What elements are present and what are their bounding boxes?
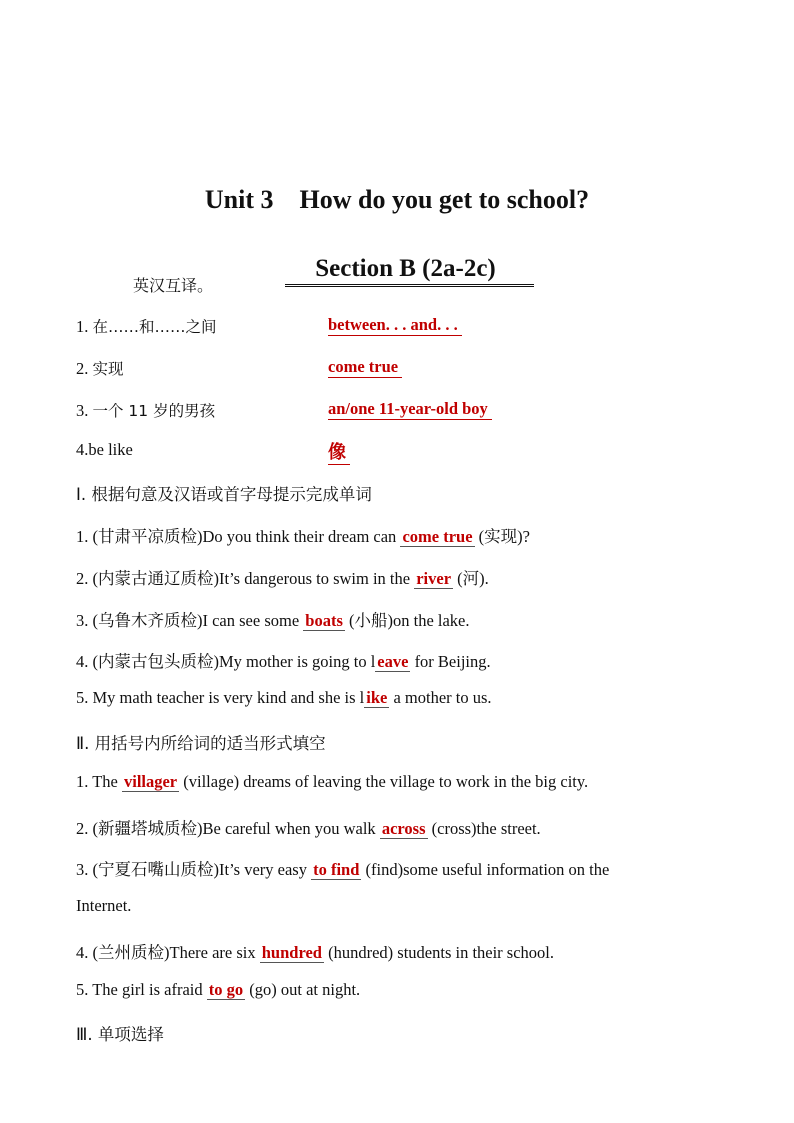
- exercise-text-before: 1. The: [76, 772, 122, 791]
- exercise-answer: to go: [208, 980, 244, 999]
- exercise-item: [76, 523, 530, 547]
- vocab-number: 3.: [76, 401, 89, 420]
- exercise-text-before: 3. (乌鲁木齐质检)I can see some: [76, 611, 304, 630]
- exercise-answer: boats: [305, 611, 343, 630]
- vocab-prompt: be like: [88, 440, 133, 459]
- exercise-item: [76, 856, 609, 880]
- exercise-text-before: 2. (内蒙古通辽质检)It’s dangerous to swim in the: [76, 569, 415, 588]
- exercise-answer: villager: [123, 772, 178, 791]
- exercise-continuation: Internet.: [76, 896, 132, 915]
- exercise-text-before: 1. (甘肃平凉质检)Do you think their dream can: [76, 527, 401, 546]
- exercise-text-after: a mother to us.: [389, 688, 492, 707]
- exercise-text-after: (find)some useful information on the: [361, 860, 610, 879]
- exercise-item: [76, 772, 588, 792]
- exercise-text-after: (hundred) students in their school.: [323, 943, 555, 962]
- exercise-answer: ike: [366, 688, 388, 707]
- section-3-heading: Ⅲ. 单项选择: [76, 1025, 164, 1044]
- exercise-text-after: (village) dreams of leaving the village to work in the big city.: [179, 772, 589, 791]
- vocab-item: [76, 399, 215, 421]
- exercise-text-after: (小船)on the lake.: [344, 611, 470, 630]
- exercise-answer: river: [416, 569, 452, 588]
- exercise-text-before: 4. (兰州质检)There are six: [76, 943, 260, 962]
- exercise-item: [76, 980, 360, 1000]
- exercise-item: [76, 648, 491, 672]
- exercise-text-before: 3. (宁夏石嘴山质检)It’s very easy: [76, 860, 312, 879]
- exercise-text-after: (河).: [453, 569, 489, 588]
- vocab-prompt: 一个 11 岁的男孩: [92, 402, 216, 420]
- exercise-item: [76, 565, 489, 589]
- vocab-item: [76, 440, 133, 460]
- exercise-answer: hundred: [261, 943, 322, 962]
- vocab-prompt: 实现: [92, 360, 124, 378]
- exercise-item: [76, 939, 554, 963]
- vocab-item: [76, 315, 217, 337]
- exercise-answer: to find: [313, 860, 360, 879]
- vocab-number: 4.: [76, 440, 89, 459]
- section-title-text: Section B (2a-2c): [285, 255, 534, 287]
- exercise-answer: eave: [377, 652, 409, 671]
- exercise-text-after: for Beijing.: [410, 652, 491, 671]
- vocab-number: 2.: [76, 359, 89, 378]
- exercise-text-before: 5. My math teacher is very kind and she is l: [76, 688, 365, 707]
- vocab-answer: 像: [328, 438, 350, 465]
- vocab-item: [76, 357, 124, 379]
- exercise-text-before: 4. (内蒙古包头质检)My mother is going to l: [76, 652, 376, 671]
- intro-instruction: 英汉互译。: [133, 276, 214, 295]
- exercise-item: [76, 607, 470, 631]
- exercise-answer: come true: [402, 527, 473, 546]
- exercise-item: [76, 688, 492, 708]
- exercise-text-after: (go) out at night.: [245, 980, 361, 999]
- exercise-text-after: (实现)?: [474, 527, 530, 546]
- vocab-answer: come true: [328, 357, 402, 378]
- exercise-answer: across: [381, 819, 426, 838]
- vocab-prompt: 在……和……之间: [92, 318, 217, 336]
- section-title: [0, 227, 794, 315]
- unit-title: Unit 3 How do you get to school?: [204, 185, 590, 214]
- exercise-text-before: 2. (新疆塔城质检)Be careful when you walk: [76, 819, 380, 838]
- exercise-item: [76, 815, 541, 839]
- vocab-answer: an/one 11-year-old boy: [328, 399, 492, 420]
- vocab-number: 1.: [76, 317, 89, 336]
- section-1-heading: Ⅰ. 根据句意及汉语或首字母提示完成单词: [76, 485, 372, 504]
- exercise-text-after: (cross)the street.: [427, 819, 541, 838]
- section-2-heading: Ⅱ. 用括号内所给词的适当形式填空: [76, 734, 326, 753]
- exercise-text-before: 5. The girl is afraid: [76, 980, 207, 999]
- vocab-answer: between. . . and. . .: [328, 315, 462, 336]
